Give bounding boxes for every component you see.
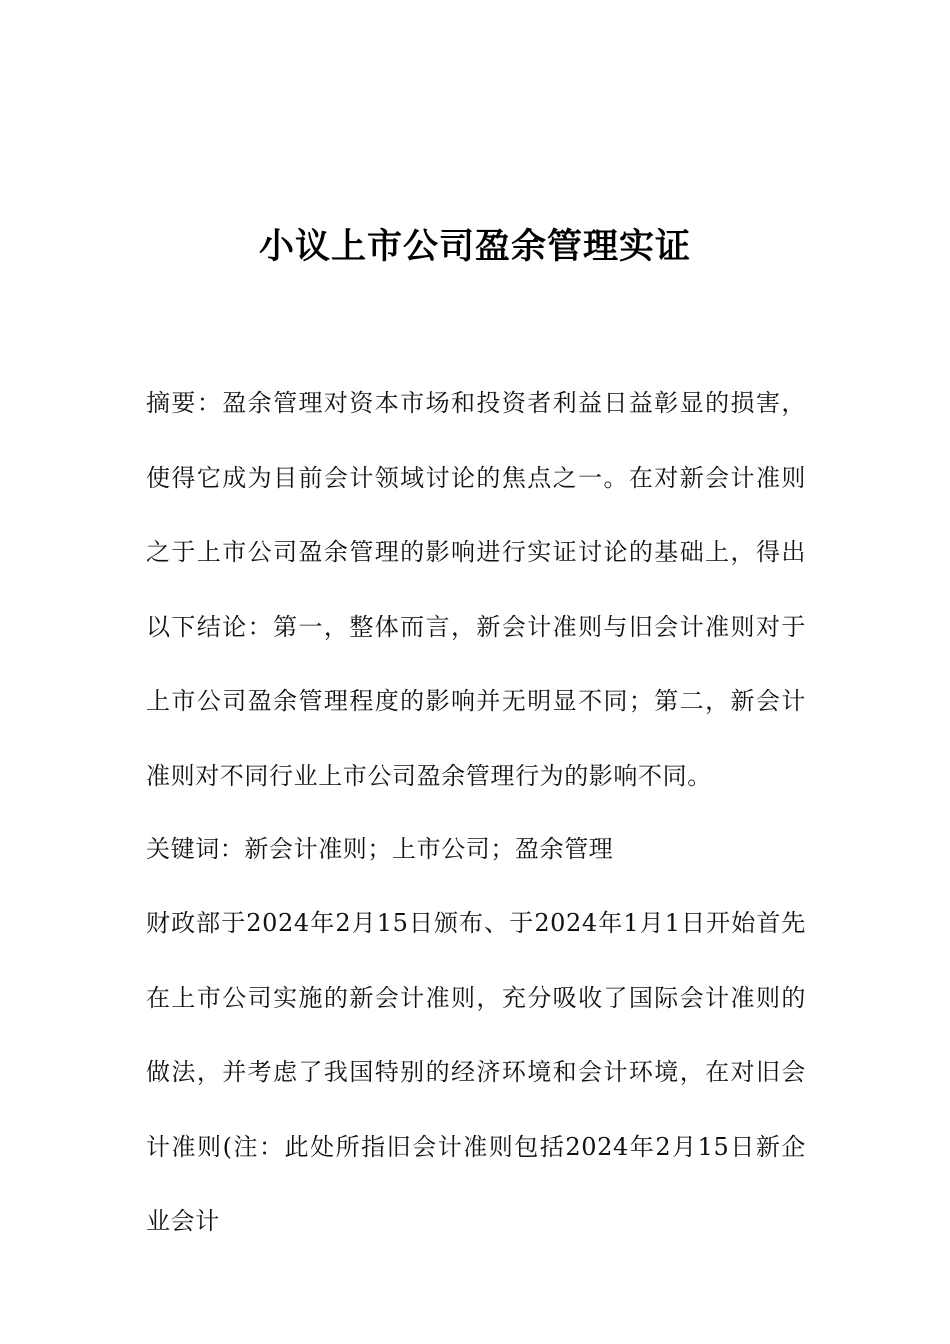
body-paragraph: 财政部于2024年2月15日颁布、于2024年1月1日开始首先在上市公司实施的新会计准则，充分吸收了国际会计准则的做法，并考虑了我国特别的经济环境和会计环境，在对旧会计准则(注：此处所指旧会计准则包括2024年2月15日新企业会计 [146,909,806,1235]
document-title: 小议上市公司盈余管理实证 [258,227,691,267]
keywords-line: 关键词：新会计准则；上市公司；盈余管理 [146,835,614,863]
abstract-paragraph: 摘要：盈余管理对资本市场和投资者利益日益彰显的损害，使得它成为目前会计领域讨论的焦点之一。在对新会计准则之于上市公司盈余管理的影响进行实证讨论的基础上，得出以下结论：第一，整体而言，新会计准则与旧会计准则对于上市公司盈余管理程度的影响并无明显不同；第二，新会计准则对不同行业上市公司盈余管理行为的影响不同。 [146,389,806,790]
